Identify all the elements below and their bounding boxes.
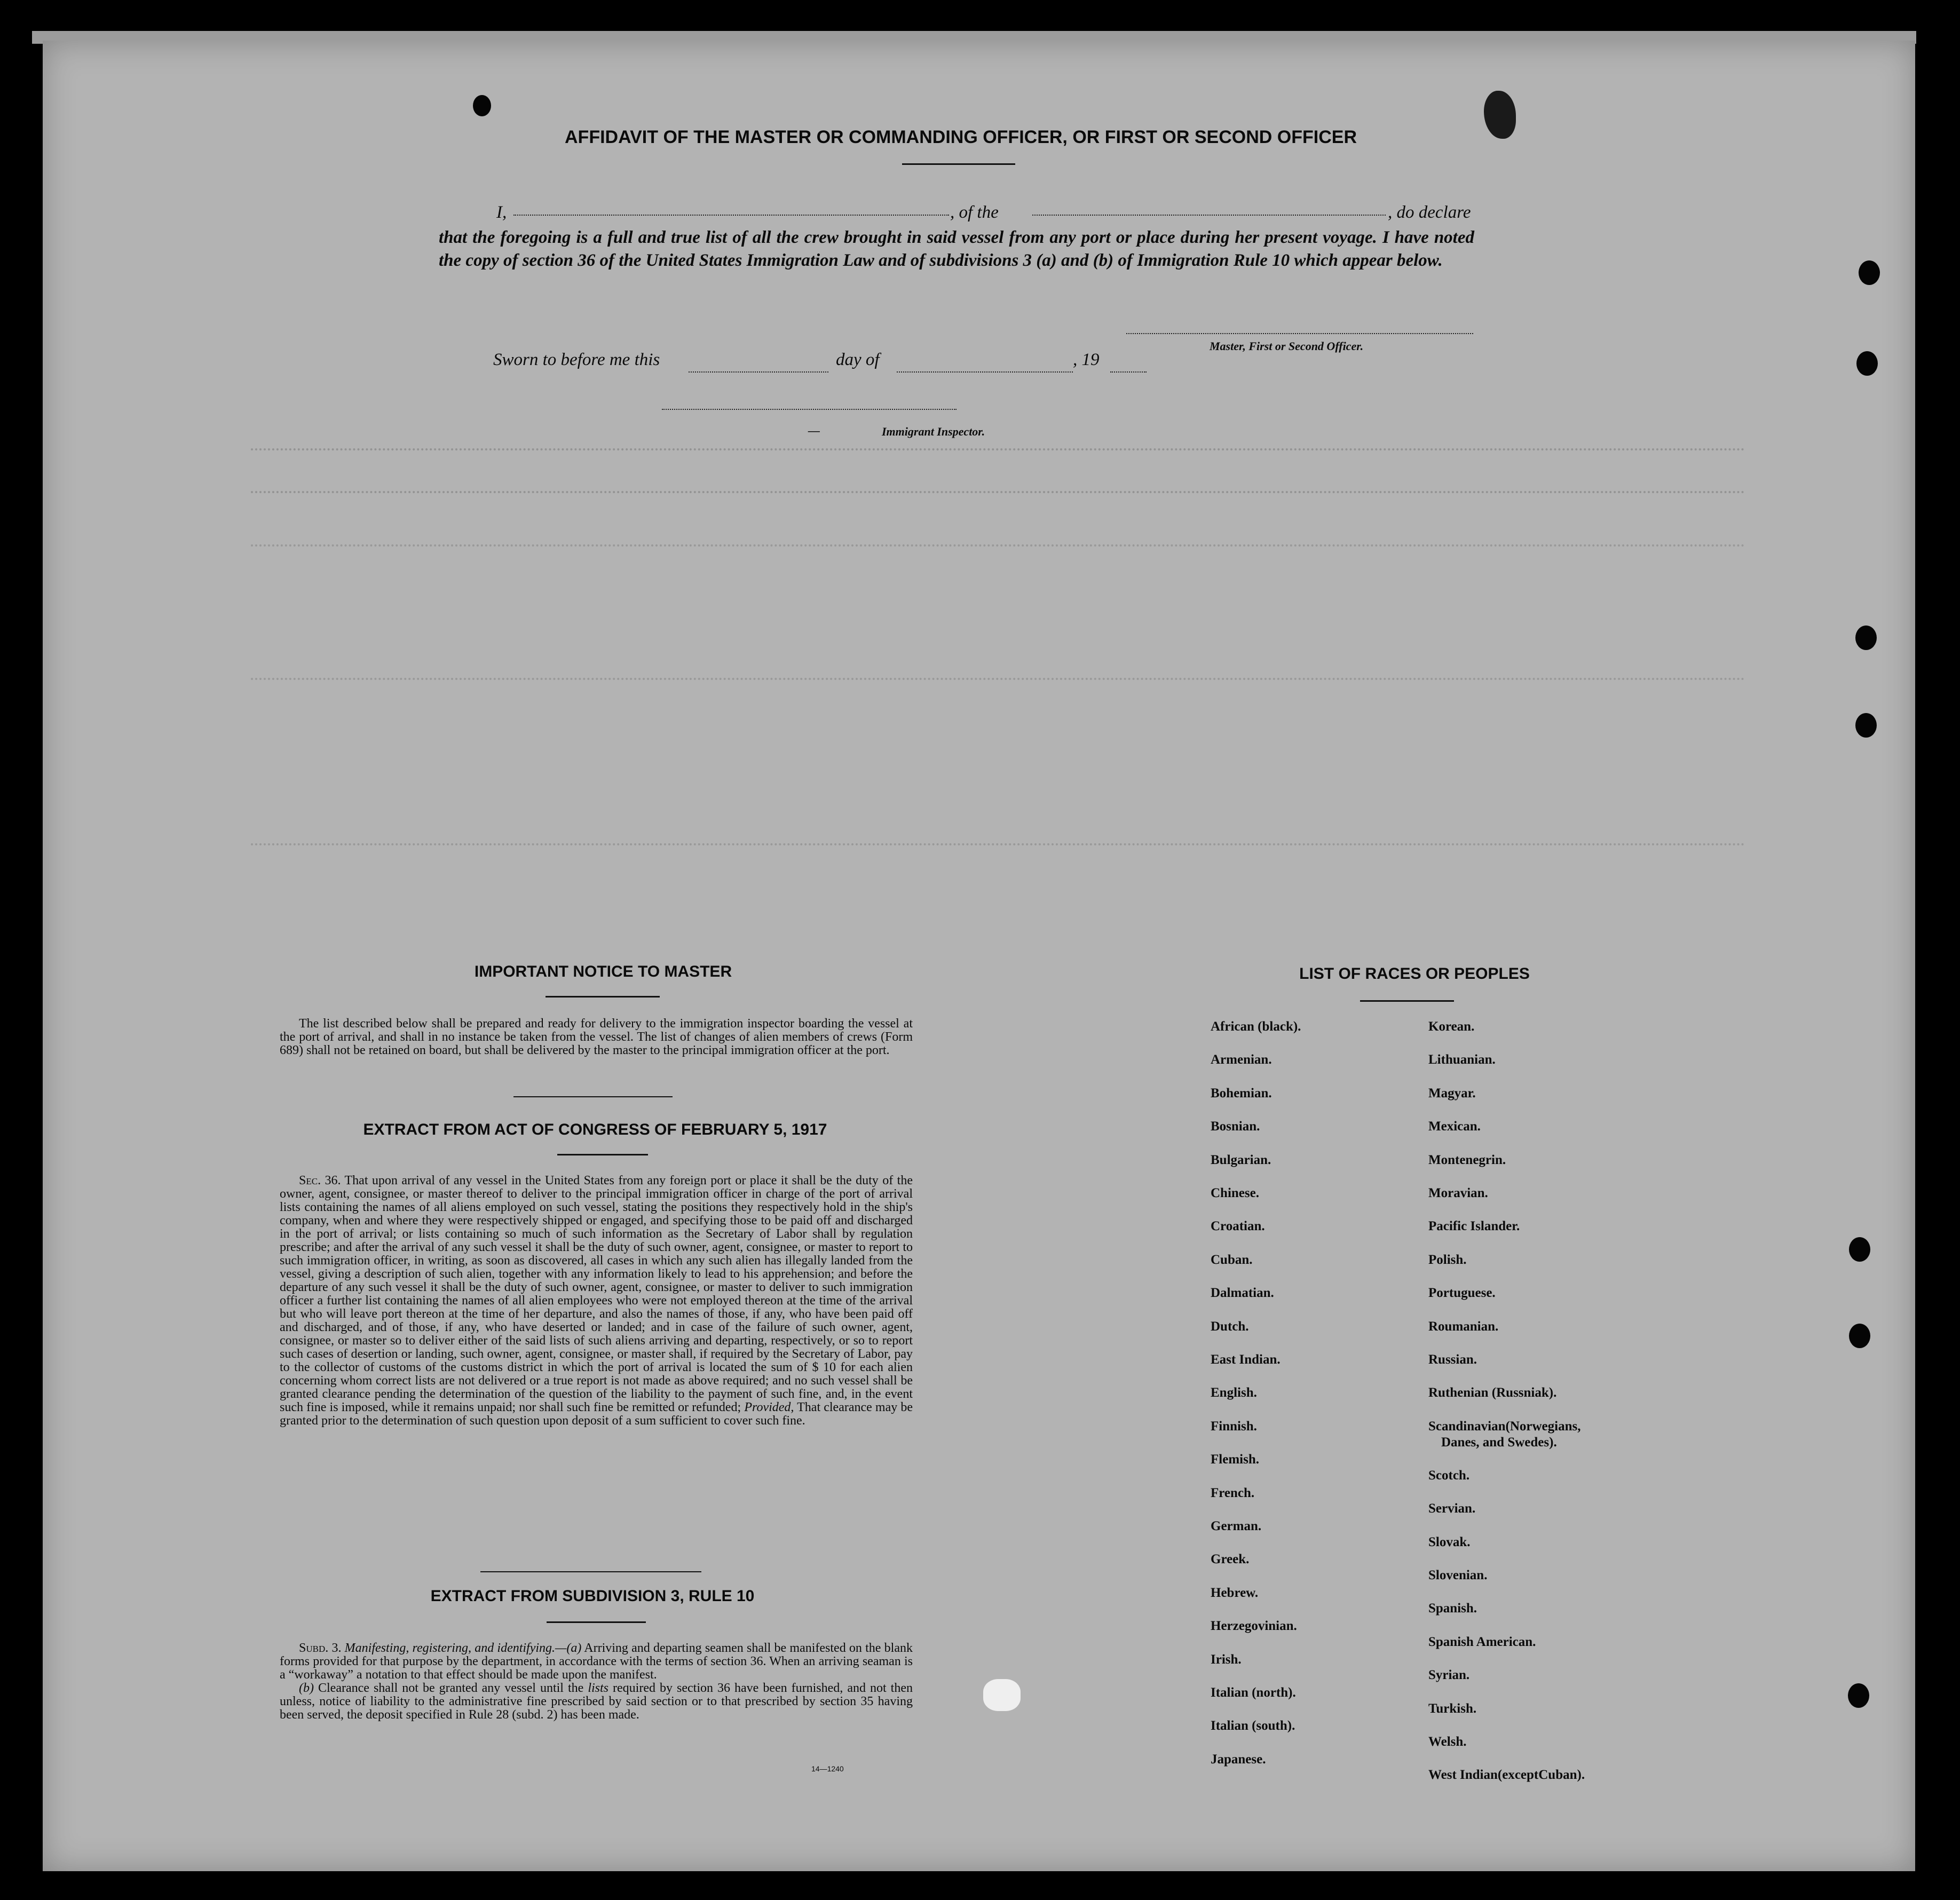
race-item: Italian (south). [1211, 1719, 1295, 1733]
affidavit-body: that the foregoing is a full and true list of all the crew brought in said vessel from any port or place during her present voyage. I have noted the copy of section 36 of the United States Immigration Law and of subdivisions 3 (a) and (b) of Immigration Rule 10 which appear below. [439, 228, 1474, 270]
races-right-column [1428, 1019, 1674, 1783]
race-item: Hebrew. [1211, 1585, 1259, 1600]
inspector-label-dash: — [808, 424, 820, 437]
race-item: African (black). [1211, 1019, 1301, 1034]
section-divider [513, 1096, 673, 1097]
bleed-through-row [251, 534, 1745, 547]
races-title: LIST OF RACES OR PEOPLES [1299, 965, 1530, 983]
race-item: Dutch. [1211, 1319, 1249, 1334]
subd-3-label: Subd. 3. [299, 1641, 342, 1655]
race-item: Slovak. [1428, 1534, 1471, 1549]
race-item: Armenian. [1211, 1052, 1272, 1067]
bleed-through-row [251, 833, 1745, 845]
race-item: Danes, and Swedes). [1441, 1435, 1557, 1450]
race-item: Finnish. [1211, 1419, 1257, 1434]
affidavit-title: AFFIDAVIT OF THE MASTER OR COMMANDING OFFICER, OR FIRST OR SECOND OFFICER [565, 127, 1357, 147]
race-item: Japanese. [1211, 1752, 1266, 1767]
sworn-prefix: Sworn to before me this [493, 350, 660, 369]
punch-hole [1848, 1683, 1869, 1708]
extract-act-underline [557, 1154, 648, 1155]
race-item: Servian. [1428, 1501, 1476, 1516]
subd-3-heading: Manifesting, registering, and identifying.—(a) [344, 1641, 582, 1655]
race-item: Dalmatian. [1211, 1286, 1274, 1301]
affidavit-declare-label: , do declare [1388, 203, 1471, 222]
race-item: Roumanian. [1428, 1319, 1499, 1334]
race-item: Chinese. [1211, 1186, 1259, 1200]
bleed-through-row [251, 438, 1745, 450]
race-item: Portuguese. [1428, 1286, 1496, 1301]
extract-rule-text [280, 1642, 913, 1722]
section-36-label: Sec. 36. [299, 1174, 341, 1188]
subd-b-text-2: required by section 36 have been furnished, and not then unless, notice of liability to the administrative fine prescribed by said section or to that prescribed by section 35 having been served, the deposit specified in Rule 28 (subd. 2) has been made. [280, 1681, 913, 1722]
punch-hole [1849, 1237, 1870, 1262]
punch-hole [1859, 260, 1880, 285]
master-signature-field[interactable] [1126, 333, 1473, 334]
subd-b-label: (b) [299, 1681, 314, 1695]
race-item: Italian (north). [1211, 1685, 1296, 1700]
race-item: Welsh. [1428, 1735, 1467, 1749]
sworn-day-field[interactable] [689, 371, 828, 373]
vessel-name-field[interactable] [1032, 215, 1386, 216]
punch-hole [1856, 351, 1878, 376]
race-item: Spanish. [1428, 1601, 1477, 1616]
extract-act-text [280, 1174, 913, 1428]
punch-hole [473, 95, 491, 116]
race-item: Spanish American. [1428, 1634, 1536, 1649]
race-item: Bulgarian. [1211, 1152, 1271, 1167]
subd-a-text: Arriving and departing seamen shall be manifested on the blank forms provided for that purpose by the department, in accordance with the terms of section 36. When an arriving seaman is a “workaway” a notation to that effect should be made upon the manifest. [280, 1641, 913, 1682]
race-item: Polish. [1428, 1252, 1467, 1267]
important-notice-title: IMPORTANT NOTICE TO MASTER [474, 963, 732, 980]
master-signature-label: Master, First or Second Officer. [1210, 339, 1364, 353]
sworn-day-of-label: day of [836, 350, 880, 369]
race-item: Bosnian. [1211, 1119, 1260, 1134]
section-36-body: That upon arrival of any vessel in the United States from any foreign port or place it shall be the duty of the owner, agent, consignee, or master thereof to deliver to the principal immigration officer in charge of the port of arrival lists containing the names of all aliens employed on such vessel, stating the positions they respectively hold in the ship's company, when and where they were respectively shipped or engaged, and specifying those to be paid off and discharged in the port of arrival; or lists containing so much of such information as the Secretary of Labor shall by regulation prescribe; and after the arrival of any such vessel it shall be the duty of such owner, agent, consignee, or master to report to such immigration officer, in writing, as soon as discovered, all cases in which any such alien has illegally landed from the vessel, giving a description of such alien, together with any information likely to lead to his apprehension; and before the departure of any such vessel it shall be the duty of such owner, agent, consignee, or master to deliver to such immigration officer a further list containing the names of all alien employees who were not employed thereon at the time of the arrival but who will leave port thereon at the time of her departure, and also the names of those, if any, who have been paid off and discharged, and of those, if any, who have deserted or landed; and in case of the failure of such owner, agent, consignee, or master so to deliver either of the said lists of such aliens arriving and departing, respectively, or so to report such cases of desertion or landing, such owner, agent, consignee, or master shall, if required by the Secretary of Labor, pay to the collector of customs of the customs district in which the port of arrival is located the sum of $ 10 for each alien concerning whom correct lists are not delivered or a true report is not made as above required; and no such vessel shall be granted clearance pending the determination of the question of the liability to the payment of such fine, and, in the event such fine is imposed, while it remains unpaid; nor shall such fine be remitted or refunded; [280, 1174, 913, 1414]
important-notice-text: The list described below shall be prepared and ready for delivery to the immigration inspector boarding the vessel at the port of arrival, and shall in no instance be taken from the vessel. The list of changes of alien members of crews (Form 689) shall not be retained on board, but shall be delivered by the master to the principal immigration officer at the port. [280, 1017, 913, 1057]
race-item: Montenegrin. [1428, 1152, 1506, 1167]
race-item: Turkish. [1428, 1701, 1477, 1716]
race-item: Korean. [1428, 1019, 1475, 1034]
race-item: Croatian. [1211, 1219, 1265, 1234]
subd-b-text-1: Clearance shall not be granted any vessel until the [318, 1681, 584, 1695]
punch-hole [1855, 713, 1877, 738]
race-item: Moravian. [1428, 1186, 1488, 1200]
provided-text: That clearance may be granted prior to the determination of such question upon deposit of a sum sufficient to cover such fine. [280, 1400, 913, 1428]
sworn-year-field[interactable] [1110, 371, 1147, 373]
punch-hole [1849, 1324, 1870, 1348]
paper-damage-spot [983, 1679, 1021, 1711]
race-item: English. [1211, 1386, 1257, 1400]
sworn-month-field[interactable] [897, 371, 1073, 373]
extract-act-title: EXTRACT FROM ACT OF CONGRESS OF FEBRUARY 5, 1917 [363, 1121, 827, 1138]
races-left-column [1208, 1019, 1422, 1783]
inspector-signature-field[interactable] [662, 409, 957, 410]
extract-rule-title: EXTRACT FROM SUBDIVISION 3, RULE 10 [430, 1587, 755, 1605]
form-number: 14—1240 [811, 1764, 844, 1773]
extract-rule-underline [547, 1621, 646, 1623]
race-item: Ruthenian (Russniak). [1428, 1386, 1557, 1400]
race-item: Scandinavian(Norwegians, [1428, 1419, 1581, 1434]
race-item: East Indian. [1211, 1352, 1281, 1367]
race-item: Pacific Islander. [1428, 1219, 1520, 1234]
inspector-signature-label: Immigrant Inspector. [882, 425, 985, 438]
bleed-through-row [251, 480, 1745, 493]
bleed-through-row [251, 667, 1745, 680]
sworn-year-label: , 19 [1073, 350, 1100, 369]
races-underline [1360, 1000, 1454, 1002]
section-divider [480, 1571, 701, 1572]
race-item: Flemish. [1211, 1452, 1259, 1467]
race-item: Magyar. [1428, 1086, 1476, 1101]
race-item: Syrian. [1428, 1668, 1470, 1683]
race-item: West Indian(exceptCuban). [1428, 1768, 1585, 1783]
race-item: Scotch. [1428, 1468, 1470, 1483]
punch-hole [1855, 626, 1877, 650]
race-item: Lithuanian. [1428, 1052, 1496, 1067]
officer-name-field[interactable] [513, 215, 949, 216]
race-item: Russian. [1428, 1352, 1477, 1367]
race-item: Slovenian. [1428, 1568, 1488, 1582]
affidavit-i-label: I, [496, 203, 507, 222]
affidavit-of-the-label: , of the [950, 203, 999, 222]
race-item: Mexican. [1428, 1119, 1481, 1134]
subd-b-lists: lists [588, 1681, 608, 1695]
race-item: Herzegovinian. [1211, 1619, 1297, 1634]
title-underline [902, 163, 1015, 165]
race-item: Cuban. [1211, 1252, 1253, 1267]
race-item: Greek. [1211, 1552, 1250, 1567]
notice-underline [546, 996, 660, 998]
race-item: Irish. [1211, 1652, 1242, 1667]
provided-label: Provided, [744, 1400, 794, 1414]
race-item: German. [1211, 1519, 1262, 1533]
race-item: French. [1211, 1485, 1255, 1500]
race-item: Bohemian. [1211, 1086, 1272, 1101]
